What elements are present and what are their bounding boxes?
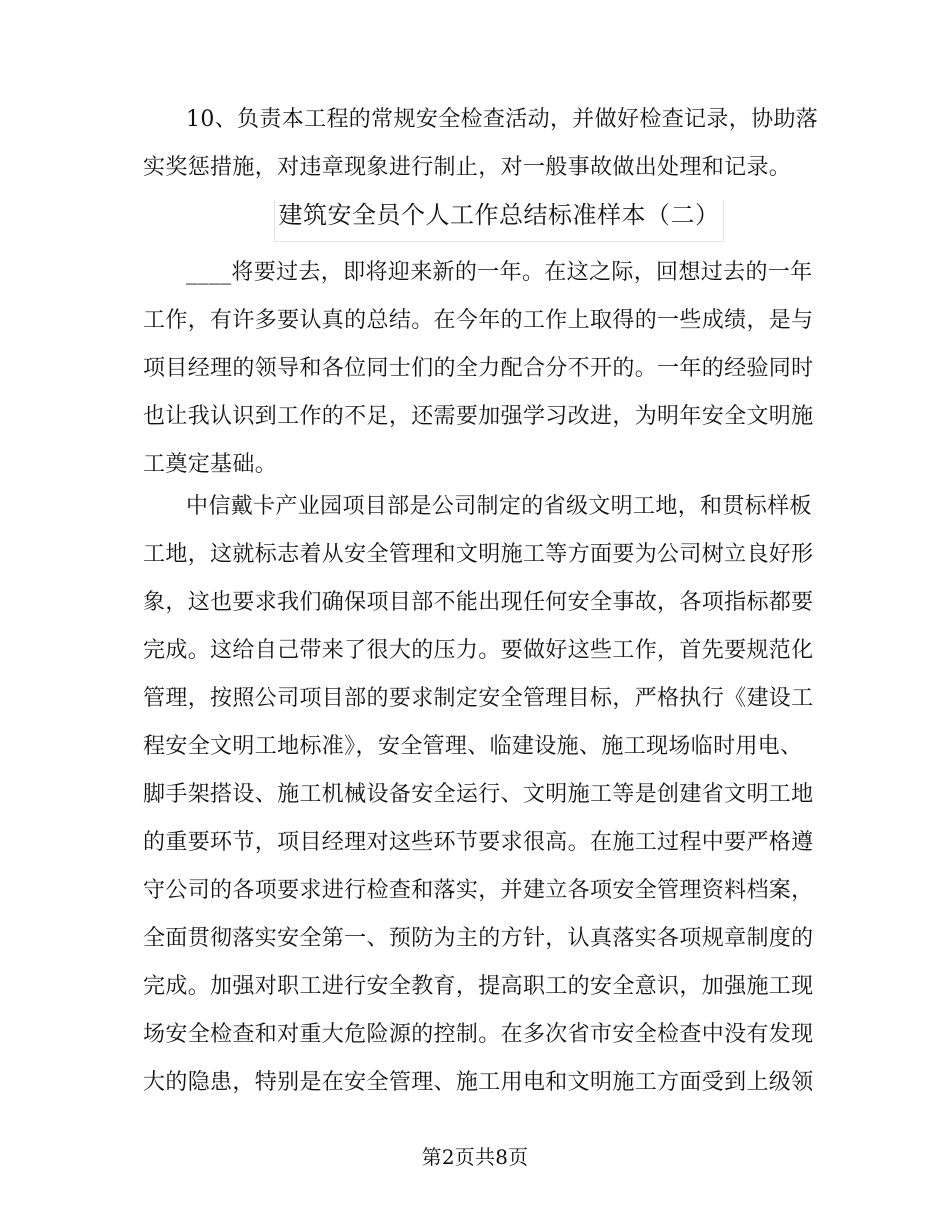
text-line: 完成。加强对职工进行安全教育，提高职工的安全意识，加强施工现 xyxy=(143,974,814,999)
text-line: 守公司的各项要求进行检查和落实，并建立各项安全管理资料档案， xyxy=(143,878,814,903)
text-line: 中信戴卡产业园项目部是公司制定的省级文明工地，和贯标样板 xyxy=(186,494,812,519)
text-line: 管理，按照公司项目部的要求制定安全管理目标，严格执行《建设工 xyxy=(143,686,814,711)
text-line: 全面贯彻落实安全第一、预防为主的方针，认真落实各项规章制度的 xyxy=(143,926,814,951)
text-line: 完成。这给自己带来了很大的压力。要做好这些工作，首先要规范化 xyxy=(143,638,814,663)
text-line: 场安全检查和对重大危险源的控制。在多次省市安全检查中没有发现 xyxy=(143,1022,814,1047)
text-line: 工地，这就标志着从安全管理和文明施工等方面要为公司树立良好形 xyxy=(143,542,814,567)
text-line: 程安全文明工地标准》，安全管理、临建设施、施工现场临时用电、 xyxy=(143,734,803,759)
text-line: 象，这也要求我们确保项目部不能出现任何安全事故，各项指标都要 xyxy=(143,590,814,615)
text-line: 脚手架搭设、施工机械设备安全运行、文明施工等是创建省文明工地 xyxy=(143,782,814,807)
text-line: 的重要环节，项目经理对这些环节要求很高。在施工过程中要严格遵 xyxy=(143,830,814,855)
text-line: 工作，有许多要认真的总结。在今年的工作上取得的一些成绩，是与 xyxy=(143,308,814,333)
text-line: 项目经理的领导和各位同士们的全力配合分不开的。一年的经验同时 xyxy=(143,356,814,381)
section-title: 建筑安全员个人工作总结标准样本（二） xyxy=(274,200,724,242)
text-line: 10、负责本工程的常规安全检查活动，并做好检查记录，协助落 xyxy=(186,107,819,132)
text-line: 实奖惩措施，对违章现象进行制止，对一般事故做出处理和记录。 xyxy=(143,155,792,180)
text-line: 大的隐患，特别是在安全管理、施工用电和文明施工方面受到上级领 xyxy=(143,1070,814,1095)
text-line: 工奠定基础。 xyxy=(143,452,278,477)
text-line: 也让我认识到工作的不足，还需要加强学习改进，为明年安全文明施 xyxy=(143,404,814,429)
text-line: ____将要过去，即将迎来新的一年。在这之际，回想过去的一年 xyxy=(186,260,813,285)
page-number: 第2页共8页 xyxy=(421,1145,529,1169)
